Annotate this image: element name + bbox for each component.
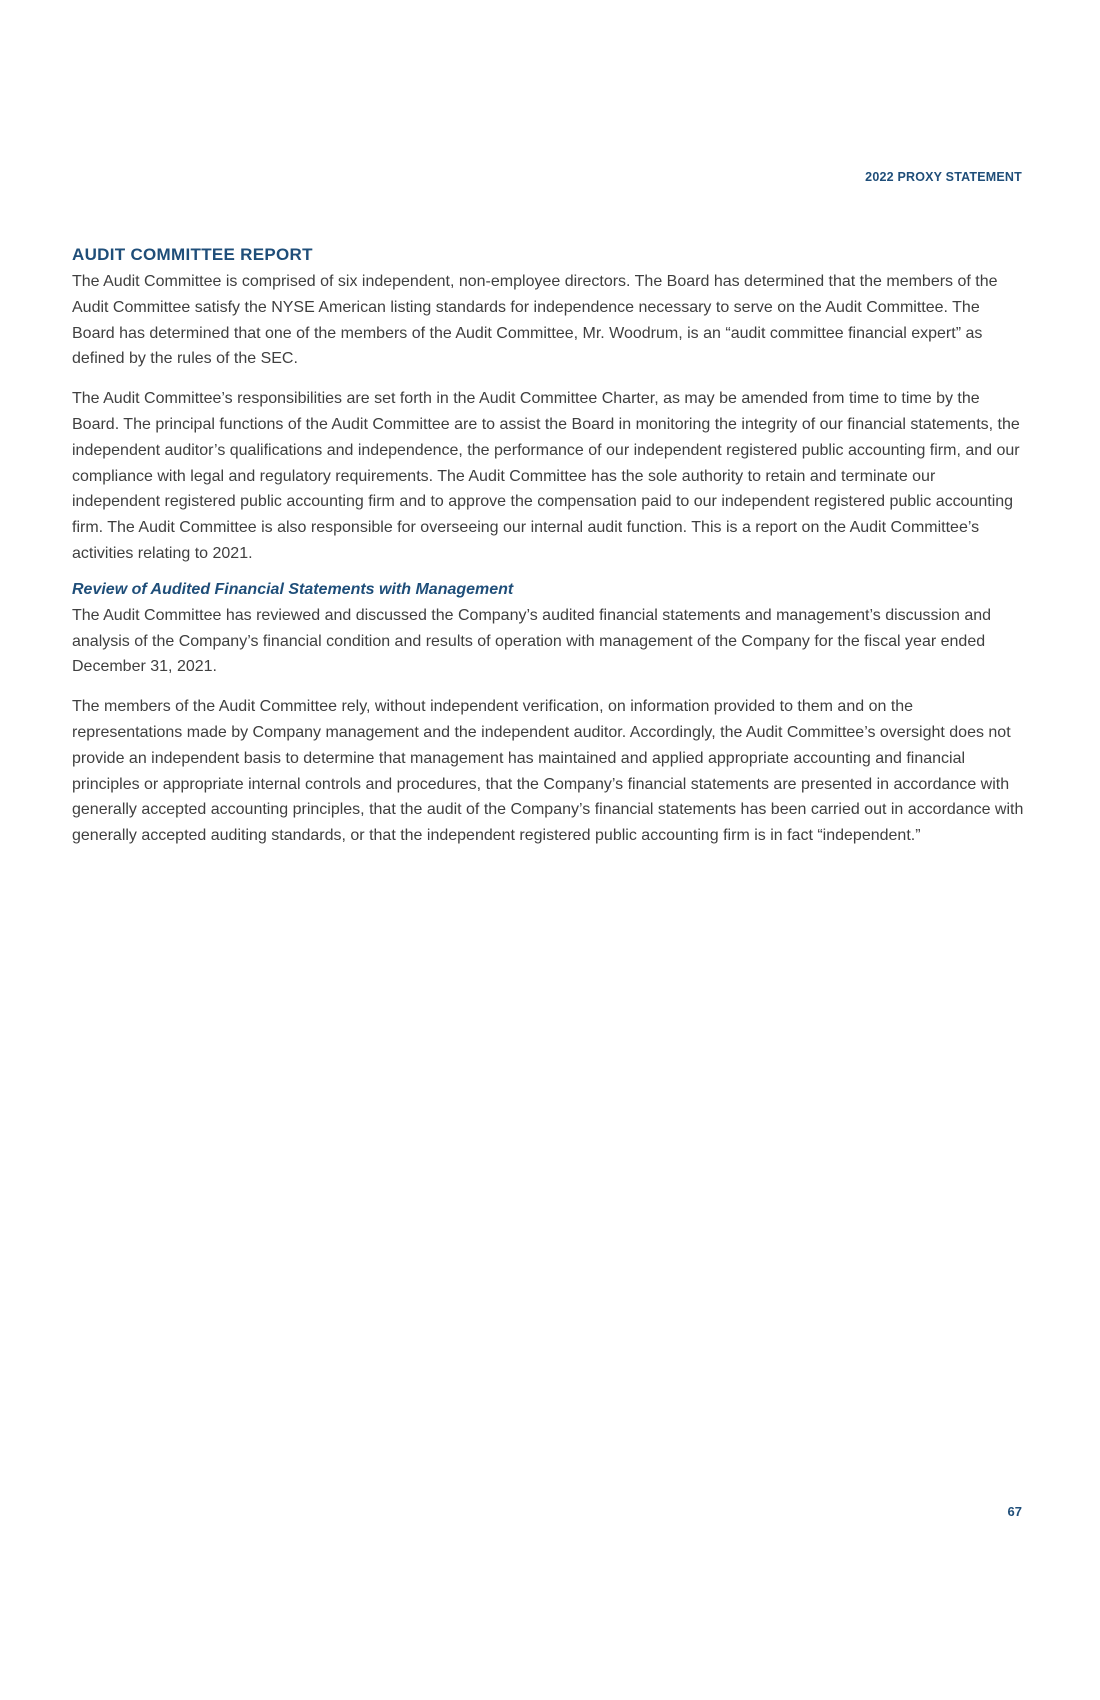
running-header: 2022 PROXY STATEMENT (865, 170, 1022, 184)
paragraph: The Audit Committee’s responsibilities are set forth in the Audit Committee Charter, as may be amended from time to time by the Board. The principal functions of the Audit Committee are to assist the Board in monitoring the integrity of our financial statements, the independent auditor’s qualifications and independence, the performance of our independent registered public accounting firm, and our compliance with legal and regulatory requirements. The Audit Committee has the sole authority to retain and terminate our independent registered public accounting firm and to approve the compensation paid to our independent registered public accounting firm. The Audit Committee is also responsible for overseeing our internal audit function. This is a report on the Audit Committee’s activities relating to 2021. (72, 390, 1020, 562)
page-number: 67 (1007, 1504, 1022, 1519)
document-body (72, 245, 1024, 863)
paragraph: The members of the Audit Committee rely, without independent verification, on information provided to them and on the representations made by Company management and the independent auditor. Accordingly, the Audit Committee’s oversight does not provide an independent basis to determine that management has maintained and applied appropriate accounting and financial principles or appropriate internal controls and procedures, that the Company’s financial statements are presented in accordance with generally accepted accounting principles, that the audit of the Company’s financial statements has been carried out in accordance with generally accepted auditing standards, or that the independent registered public accounting firm is in fact “independent.” (72, 698, 1024, 845)
paragraph: The Audit Committee is comprised of six independent, non-employee directors. The Board has determined that the members of the Audit Committee satisfy the NYSE American listing standards for independence necessary to serve on the Audit Committee. The Board has determined that one of the members of the Audit Committee, Mr. Woodrum, is an “audit committee financial expert” as defined by the rules of the SEC. (72, 273, 998, 368)
section-title: AUDIT COMMITTEE REPORT (72, 245, 313, 264)
subsection-title: Review of Audited Financial Statements with Management (72, 580, 514, 598)
paragraph: The Audit Committee has reviewed and discussed the Company’s audited financial statements and management’s discussion and analysis of the Company’s financial condition and results of operation with management of the Company for the fiscal year ended December 31, 2021. (72, 606, 992, 676)
